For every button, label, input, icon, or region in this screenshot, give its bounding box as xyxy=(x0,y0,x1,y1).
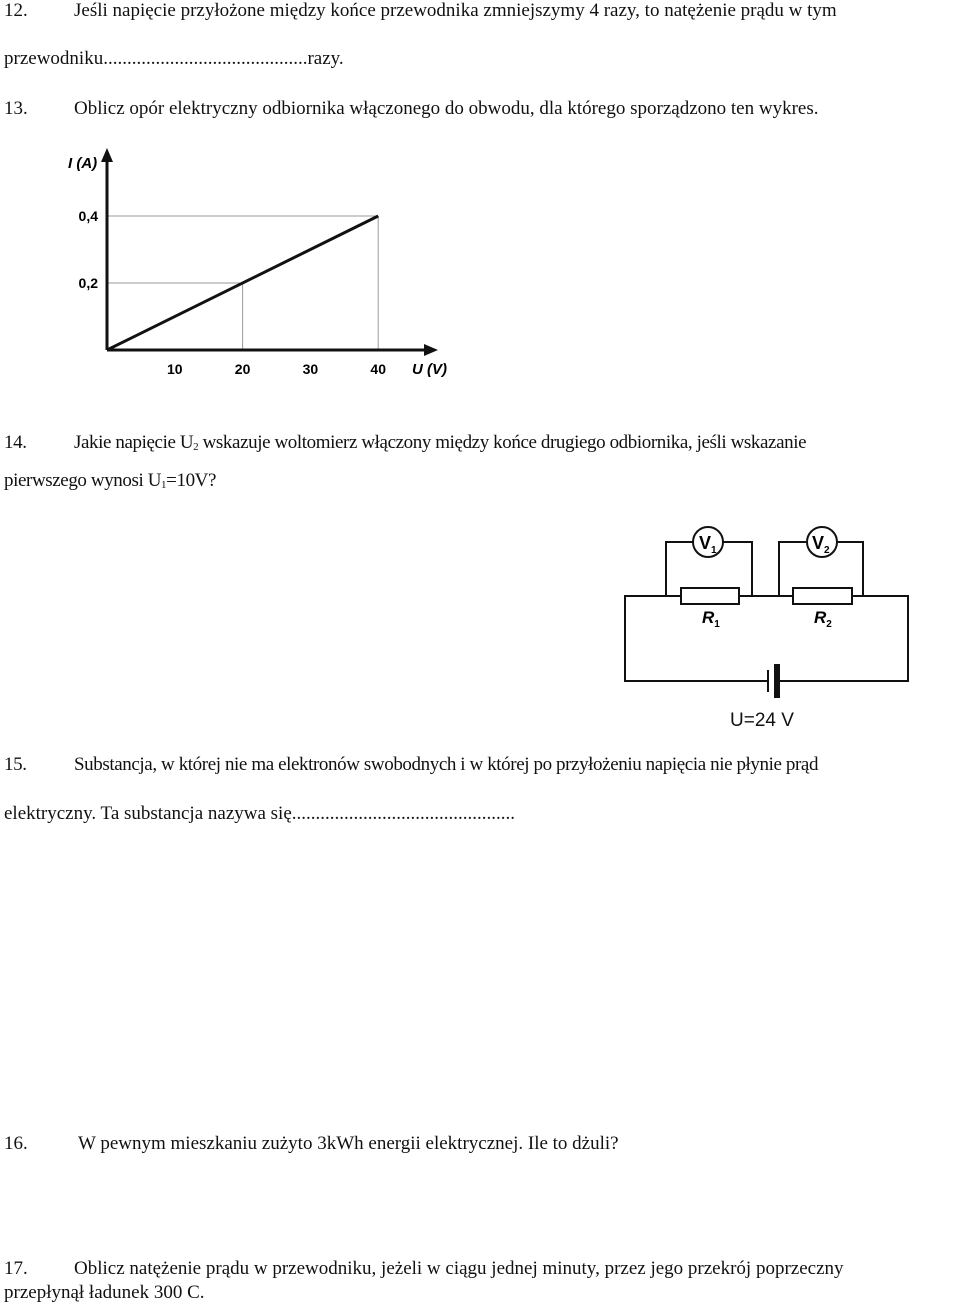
q14-sub-1: 1 xyxy=(161,479,167,491)
voltmeter-v2 xyxy=(807,527,837,557)
x-axis-label: U (V) xyxy=(412,361,447,378)
x-tick-label-30: 30 xyxy=(302,361,319,377)
y-axis-label: I (A) xyxy=(68,155,98,172)
y-axis-arrow-icon xyxy=(101,148,113,162)
q12-text: Jeśli napięcie przyłożone między końce przewodnika zmniejszymy 4 razy, to natężenie prądu w tym xyxy=(74,0,837,21)
resistor-r2 xyxy=(793,588,852,604)
circuit-voltage-label: U=24 V xyxy=(730,710,794,731)
resistor-r2-label: $R_2$ xyxy=(814,608,832,630)
current-voltage-chart xyxy=(60,140,460,390)
q12-number: 12. xyxy=(4,0,28,21)
q16-text: W pewnym mieszkaniu zużyto 3kWh energii elektrycznej. Ile to dżuli? xyxy=(78,1133,619,1154)
q15-number: 15. xyxy=(4,754,27,775)
q14-text-d: =10V? xyxy=(166,470,217,491)
q14-line2 xyxy=(4,470,216,492)
y-tick-label-0-4: 0,4 xyxy=(78,208,98,224)
voltmeter-v1 xyxy=(693,527,723,557)
svg-text:V2: $V_2$ xyxy=(812,533,830,556)
q13-text: Oblicz opór elektryczny odbiornika włączonego do obwodu, dla którego sporządzono ten wykres. xyxy=(74,98,819,119)
battery-icon xyxy=(768,664,780,698)
q17-line1 xyxy=(4,1258,844,1280)
q14-line1 xyxy=(4,432,806,454)
resistor-r1-label: $R_1$ xyxy=(702,608,720,630)
x-tick-label-40: 40 xyxy=(370,361,386,377)
x-axis-arrow-icon xyxy=(424,344,438,356)
q14-text-c: pierwszego wynosi U xyxy=(4,470,162,491)
q16-number: 16. xyxy=(4,1133,28,1154)
q15-line2: elektryczny. Ta substancja nazywa się............................................... xyxy=(4,803,516,824)
x-tick-label-20: 20 xyxy=(234,361,251,377)
circuit-diagram xyxy=(610,510,920,700)
q17-number: 17. xyxy=(4,1258,28,1279)
q13-number: 13. xyxy=(4,98,28,119)
q14-text-b: wskazuje woltomierz włączony między końce drugiego odbiornika, jeśli wskazanie xyxy=(198,432,807,453)
q14-sub-2: 2 xyxy=(193,441,199,453)
x-tick-label-10: 10 xyxy=(167,361,183,377)
q14-text-a: Jakie napięcie U xyxy=(74,432,194,453)
q15-text: Substancja, w której nie ma elektronów swobodnych i w której po przyłożeniu napięcia nie płynie prąd xyxy=(74,754,819,775)
svg-text:V1: $V_1$ xyxy=(699,533,717,556)
q12-line2: przewodniku...........................................razy. xyxy=(4,48,344,69)
q14-number: 14. xyxy=(4,432,27,453)
resistor-r1 xyxy=(681,588,739,604)
q17-line2: przepłynął ładunek 300 C. xyxy=(4,1282,205,1303)
q13-line xyxy=(4,98,818,120)
q17-text: Oblicz natężenie prądu w przewodniku, jeżeli w ciągu jednej minuty, przez jego przekrój poprzeczny xyxy=(74,1258,844,1279)
q12-line1 xyxy=(4,0,837,22)
q15-line1 xyxy=(4,754,818,776)
y-tick-label-0-2: 0,2 xyxy=(78,275,98,291)
q16-line xyxy=(4,1133,619,1155)
